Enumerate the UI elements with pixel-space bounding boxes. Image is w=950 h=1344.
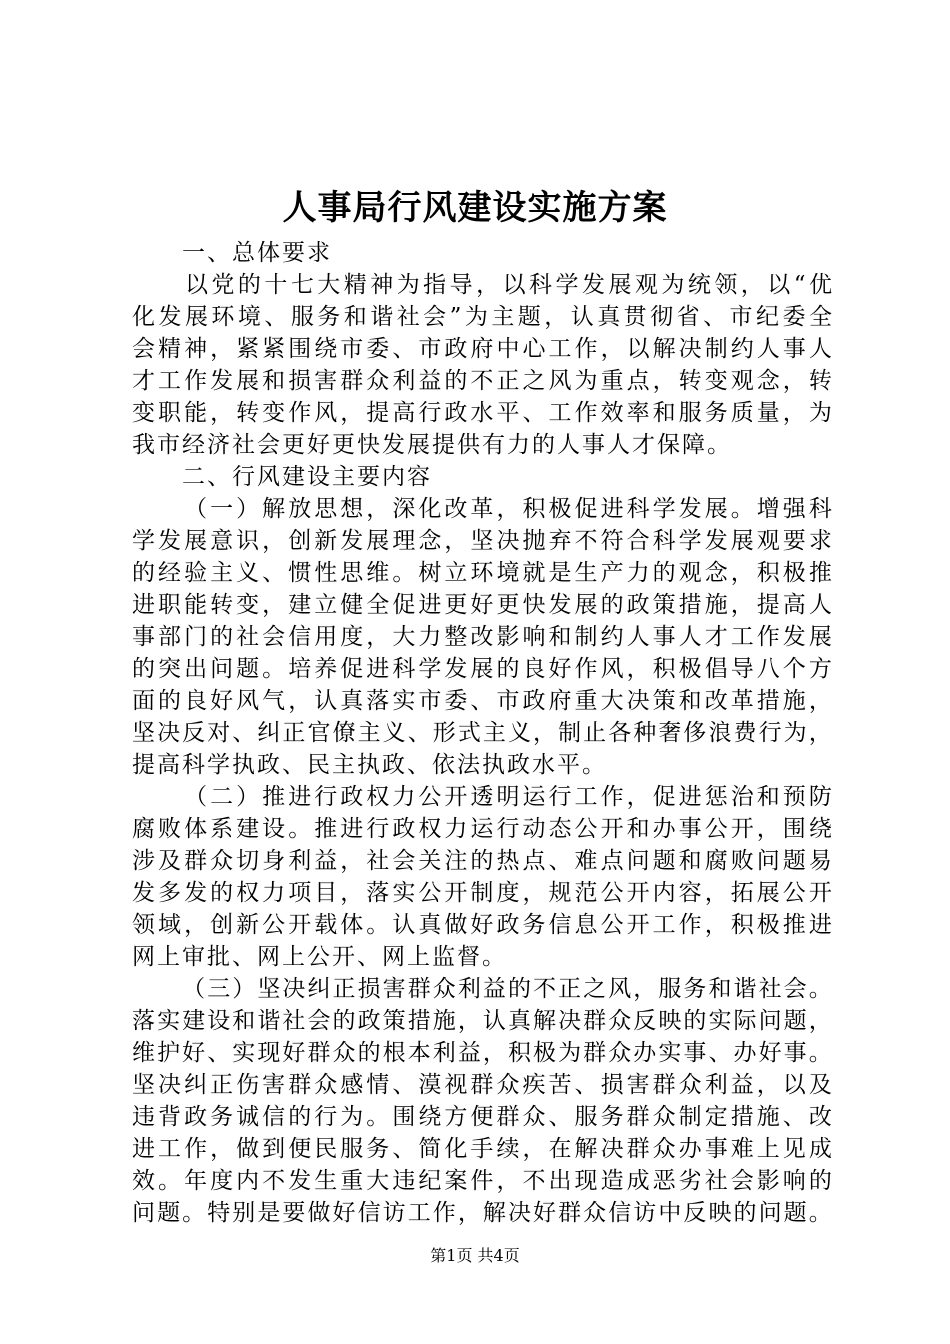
text-line: 落 实 建 设 和 谐 社 会 的 政 策 措 施 ， 认 真 解 决 群 众 反 映 的 实 际 问 题 ， bbox=[132, 1008, 832, 1034]
document-body bbox=[132, 237, 832, 1229]
text-line: 坚 决 反 对 、 纠 正 官 僚 主 义 、 形 式 主 义 ， 制 止 各 种 奢 侈 浪 费 行 为 ， bbox=[132, 720, 832, 746]
text-line: 以 党 的 十 七 大 精 神 为 指 导 ， 以 科 学 发 展 观 为 统 领 ， 以 “ 优 bbox=[184, 272, 832, 298]
text-line: 进 职 能 转 变 ， 建 立 健 全 促 进 更 好 更 快 发 展 的 政 策 措 施 ， 提 高 人 bbox=[132, 592, 832, 618]
text-line: 网上审批、网上公开、网上监督。 bbox=[132, 944, 507, 970]
section-heading: 二、行风建设主要内容 bbox=[132, 464, 432, 490]
text-line: 化 发 展 环 境 、 服 务 和 谐 社 会 ” 为 主 题 ， 认 真 贯 彻 省 、 市 纪 委 全 bbox=[132, 304, 832, 330]
text-line: 我市经济社会更好更快发展提供有力的人事人才保障。 bbox=[132, 432, 732, 458]
text-line: 效 。 年 度 内 不 发 生 重 大 违 纪 案 件 ， 不 出 现 造 成 恶 劣 社 会 影 响 的 bbox=[132, 1168, 832, 1194]
text-line: 提高科学执政、民主执政、依法执政水平。 bbox=[132, 752, 607, 778]
text-line: 会 精 神 ， 紧 紧 围 绕 市 委 、 市 政 府 中 心 工 作 ， 以 解 决 制 约 人 事 人 bbox=[132, 336, 832, 362]
text-line: 才 工 作 发 展 和 损 害 群 众 利 益 的 不 正 之 风 为 重 点 ， 转 变 观 念 ， 转 bbox=[132, 368, 832, 394]
text-line: 的 突 出 问 题 。 培 养 促 进 科 学 发 展 的 良 好 作 风 ， 积 极 倡 导 八 个 方 bbox=[132, 656, 832, 682]
text-line: 涉 及 群 众 切 身 利 益 ， 社 会 关 注 的 热 点 、 难 点 问 题 和 腐 败 问 题 易 bbox=[132, 848, 832, 874]
document-title: 人事局行风建设实施方案 bbox=[282, 188, 668, 228]
text-line: 的 经 验 主 义 、 惯 性 思 维 。 树 立 环 境 就 是 生 产 力 的 观 念 ， 积 极 推 bbox=[132, 560, 832, 586]
text-line: 发 多 发 的 权 力 项 目 ， 落 实 公 开 制 度 ， 规 范 公 开 内 容 ， 拓 展 公 开 bbox=[132, 880, 832, 906]
text-line: （ 二 ） 推 进 行 政 权 力 公 开 透 明 运 行 工 作 ， 促 进 惩 治 和 预 防 bbox=[184, 784, 832, 810]
text-line: （ 一 ） 解 放 思 想 ， 深 化 改 革 ， 积 极 促 进 科 学 发 展 。 增 强 科 bbox=[184, 496, 832, 522]
text-line: 腐 败 体 系 建 设 。 推 进 行 政 权 力 运 行 动 态 公 开 和 办 事 公 开 ， 围 绕 bbox=[132, 816, 832, 842]
text-line: 事 部 门 的 社 会 信 用 度 ， 大 力 整 改 影 响 和 制 约 人 事 人 才 工 作 发 展 bbox=[132, 624, 832, 650]
text-line: 维 护 好 、 实 现 好 群 众 的 根 本 利 益 ， 积 极 为 群 众 办 实 事 、 办 好 事 。 bbox=[132, 1040, 832, 1066]
section-heading: 一、总体要求 bbox=[132, 240, 332, 266]
text-line: 进 工 作 ， 做 到 便 民 服 务 、 简 化 手 续 ， 在 解 决 群 众 办 事 难 上 见 成 bbox=[132, 1136, 832, 1162]
text-line: 坚 决 纠 正 伤 害 群 众 感 情 、 漠 视 群 众 疾 苦 、 损 害 群 众 利 益 ， 以 及 bbox=[132, 1072, 832, 1098]
text-line: 问 题 。 特 别 是 要 做 好 信 访 工 作 ， 解 决 好 群 众 信 访 中 反 映 的 问 题 。 bbox=[132, 1200, 832, 1226]
text-line: 违 背 政 务 诚 信 的 行 为 。 围 绕 方 便 群 众 、 服 务 群 众 制 定 措 施 、 改 bbox=[132, 1104, 832, 1130]
page-footer: 第1页 共4页 bbox=[430, 1246, 520, 1265]
text-line: 学 发 展 意 识 ， 创 新 发 展 理 念 ， 坚 决 抛 弃 不 符 合 科 学 发 展 观 要 求 bbox=[132, 528, 832, 554]
text-line: （ 三 ） 坚 决 纠 正 损 害 群 众 利 益 的 不 正 之 风 ， 服 务 和 谐 社 会 。 bbox=[182, 976, 832, 1002]
text-line: 领 域 ， 创 新 公 开 载 体 。 认 真 做 好 政 务 信 息 公 开 工 作 ， 积 极 推 进 bbox=[132, 912, 832, 938]
text-line: 变 职 能 ， 转 变 作 风 ， 提 高 行 政 水 平 、 工 作 效 率 和 服 务 质 量 ， 为 bbox=[132, 400, 832, 426]
text-line: 面 的 良 好 风 气 ， 认 真 落 实 市 委 、 市 政 府 重 大 决 策 和 改 革 措 施 ， bbox=[132, 688, 832, 714]
